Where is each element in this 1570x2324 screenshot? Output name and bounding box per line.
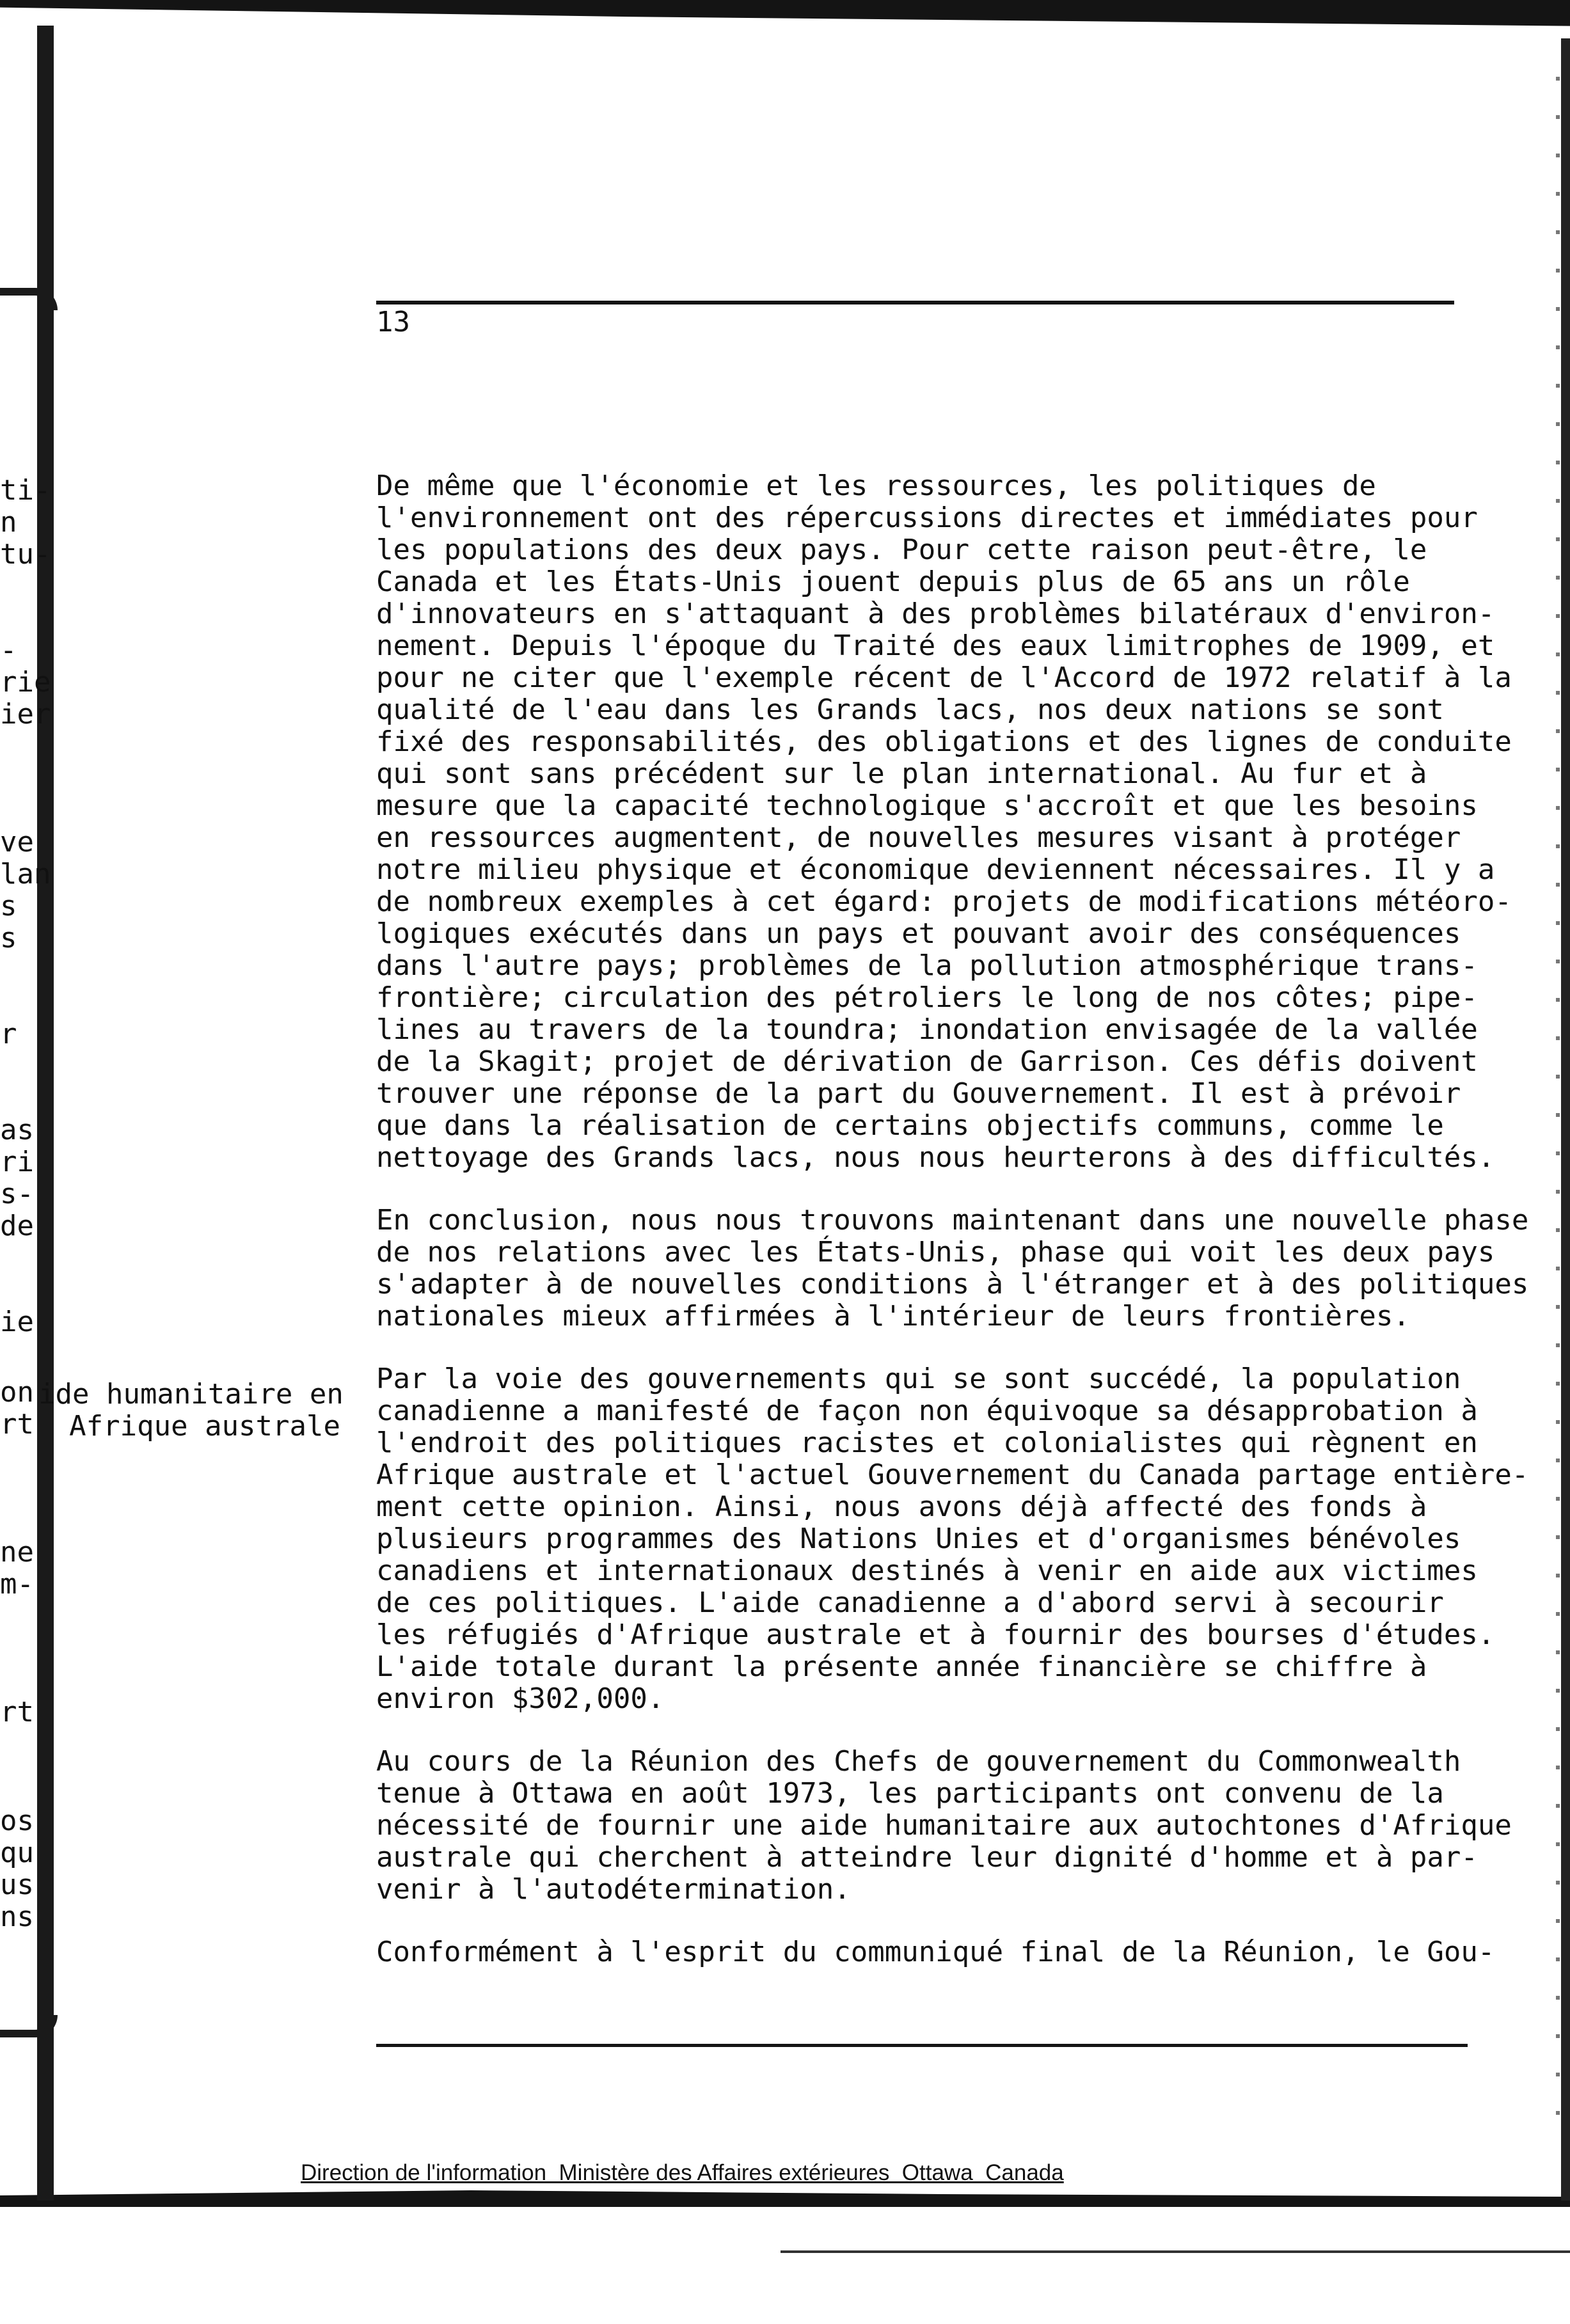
adjacent-page-fragment: de — [0, 1210, 34, 1242]
top-rule — [376, 301, 1454, 304]
adjacent-page-fragment: as — [0, 1114, 34, 1146]
adjacent-page-fragment: rie — [0, 666, 51, 699]
adjacent-page-fragment: ier — [0, 698, 51, 731]
page-spine — [37, 26, 54, 2201]
adjacent-page-fragment: rt — [0, 1696, 34, 1728]
adjacent-page-fragment: tu- — [0, 538, 51, 571]
margin-heading: ide humanitaire en Afrique australe — [38, 1378, 344, 1443]
adjacent-page-fragment: ne — [0, 1536, 34, 1569]
adjacent-page-fragment: s — [0, 922, 17, 954]
adjacent-page-fragment: ve — [0, 826, 34, 858]
adjacent-page-fragment: s — [0, 890, 17, 922]
adjacent-page-fragment: ti- — [0, 474, 51, 507]
adjacent-page-fragment: ie — [0, 1306, 34, 1338]
adjacent-page-fragment: qu — [0, 1837, 34, 1869]
adjacent-page-fragment: lan — [0, 858, 51, 890]
adjacent-page-strip — [0, 0, 64, 2324]
footer-imprint: Direction de l'information Ministère des Affaires extérieures Ottawa Canada — [301, 2160, 1064, 2185]
adjacent-page-fragment: m- — [0, 1568, 34, 1601]
adjacent-page-fragment: r — [0, 1018, 17, 1050]
scan-edge-right — [1561, 38, 1570, 2201]
adjacent-page-fragment: rt — [0, 1408, 34, 1441]
paragraph-environment: De même que l'économie et les ressources, les politiques de l'environnement ont des répercussions directes et immédiates pour les populations des deux pays. Pour cette raison peut-être, le Canada et les États-Unis jouent depuis plus de 65 ans un rôle d'innovateurs en s'attaquant à des problèmes bilatéraux d'environ- nement. Depuis l'époque du Traité des eaux limitrophes de 1909, et pour ne citer que l'exemple récent de l'Accord de 1972 relatif à la qualité de l'eau dans les Grands lacs, nos deux nations se sont fixé des responsabilités, des obligations et des lignes de conduite qui sont sans précédent sur le plan international. Au fur et à mesure que la capacité technologique s'accroît et que les besoins en ressources augmentent, de nouvelles mesures visant à protéger notre milieu physique et économique deviennent nécessaires. Il y a de nombreux exemples à cet égard: projets de modifications météoro- logiques exécutés dans un pays et pouvant avoir des conséquences dans l'autre pays; problèmes de la pollution atmosphérique trans- frontière; circulation des pétroliers le long de nos côtes; pipe- lines au travers de la toundra; inondation envisagée de la vallée de la Skagit; projet de dérivation de Garrison. Ces défis doivent trouver une réponse de la part du Gouvernement. Il est à prévoir que dans la réalisation de certains objectifs communs, comme le nettoyage des Grands lacs, nous nous heurterons à des difficultés. — [376, 470, 1512, 1174]
adjacent-page-fragment: us — [0, 1869, 34, 1901]
adjacent-page-fragment: n — [0, 506, 17, 539]
bottom-rule — [376, 2044, 1468, 2047]
paragraph-humanitarian-aid: Par la voie des gouvernements qui se sont succédé, la population canadienne a manifesté de façon non équivoque sa désapprobation à l'endroit des politiques racistes et colonialistes qui règnent en Afrique australe et l'actuel Gouvernement du Canada partage entière- ment cette opinion. Ainsi, nous avons déjà affecté des fonds à plusieurs programmes des Nations Unies et d'organismes bénévoles canadiens et internationaux destinés à venir en aide aux victimes de ces politiques. L'aide canadienne a d'abord servi à secourir les réfugiés d'Afrique australe et à fournir des bourses d'études. L'aide totale durant la présente année financière se chiffre à environ $302,000. — [376, 1363, 1529, 1715]
scan-edge-line — [781, 2250, 1570, 2253]
scan-border-top — [0, 0, 1570, 37]
page-number: 13 — [376, 306, 410, 338]
adjacent-page-fragment: ri — [0, 1146, 34, 1178]
paragraph-conclusion: En conclusion, nous nous trouvons maintenant dans une nouvelle phase de nos relations avec les États-Unis, phase qui voit les deux pays s'adapter à de nouvelles conditions à l'étranger et à des politiques nationales mieux affirmées à l'intérieur de leurs frontières. — [376, 1204, 1529, 1332]
paragraph-communique: Conformément à l'esprit du communiqué final de la Réunion, le Gou- — [376, 1936, 1495, 1968]
adjacent-page-fragment: os — [0, 1805, 34, 1837]
body-text — [376, 470, 1529, 1999]
adjacent-page-fragment: s- — [0, 1178, 34, 1210]
adjacent-page-fragment: on — [0, 1376, 34, 1409]
adjacent-page-fragment: ns — [0, 1901, 34, 1933]
binding-holes — [1556, 77, 1560, 2124]
adjacent-page-fragment: - — [0, 634, 17, 667]
paragraph-commonwealth: Au cours de la Réunion des Chefs de gouvernement du Commonwealth tenue à Ottawa en août 1973, les participants ont convenu de la nécessité de fournir une aide humanitaire aux autochtones d'Afrique australe qui cherchent à atteindre leur dignité d'homme et à par- venir à l'autodétermination. — [376, 1745, 1512, 1906]
